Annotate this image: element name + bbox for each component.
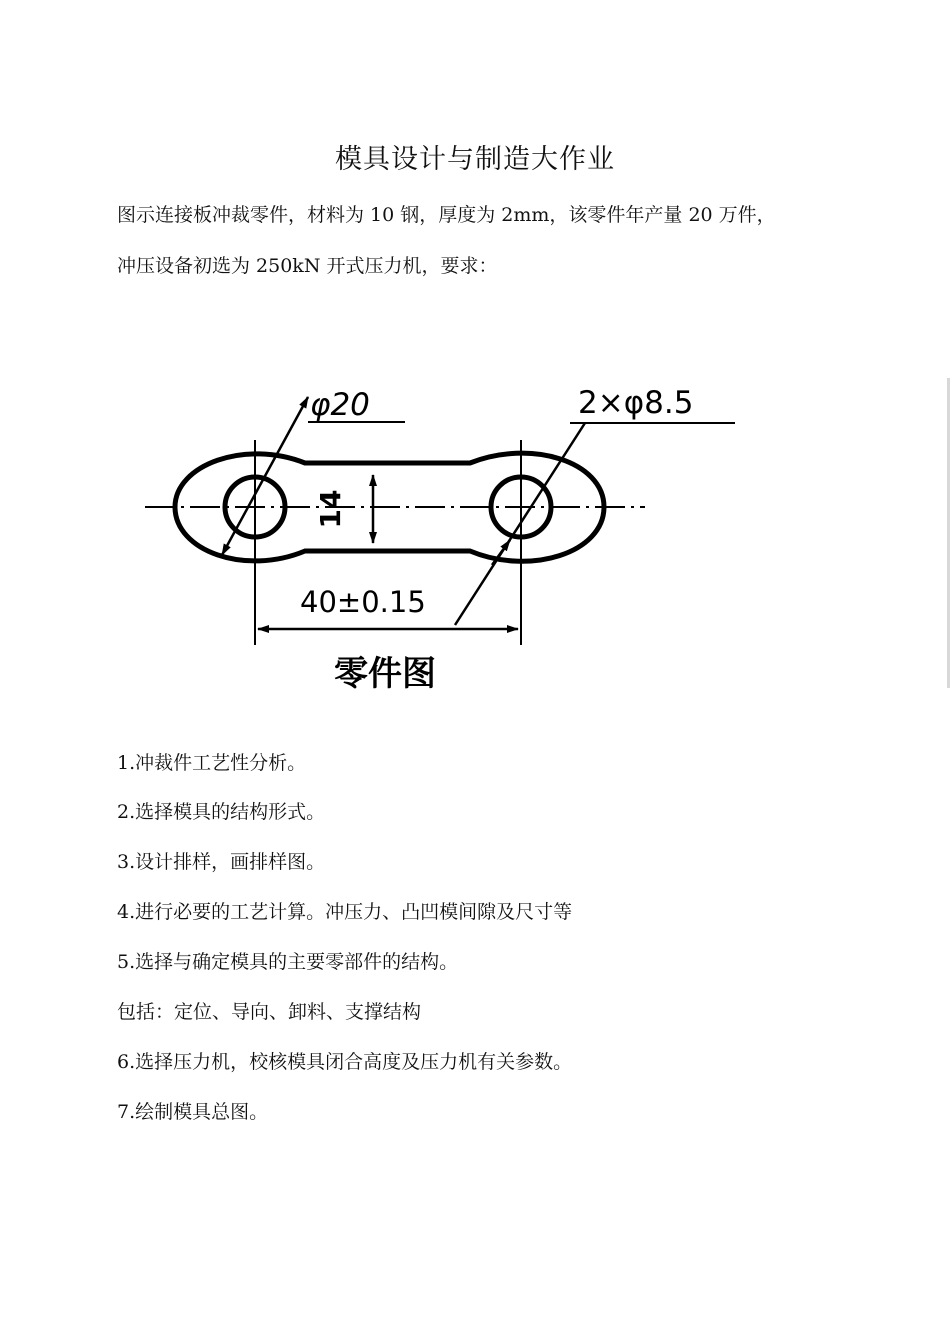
dim-width-text: 14 (314, 489, 347, 529)
requirement-item: 4.进行必要的工艺计算。冲压力、凸凹模间隙及尺寸等 (117, 901, 573, 923)
requirement-item: 6.选择压力机，校核模具闭合高度及压力机有关参数。 (117, 1051, 573, 1073)
part-drawing (130, 375, 750, 700)
dim-distance-text: 40±0.15 (300, 585, 426, 619)
intro-text-line-1: 图示连接板冲裁零件，材料为 10 钢，厚度为 2mm，该零件年产量 20 万件， (117, 204, 776, 226)
requirement-item: 包括：定位、导向、卸料、支撑结构 (117, 1001, 422, 1023)
requirement-item: 7.绘制模具总图。 (117, 1101, 269, 1123)
figure-caption: 零件图 (334, 654, 436, 694)
requirement-item: 2.选择模具的结构形式。 (117, 801, 326, 823)
requirement-item: 5.选择与确定模具的主要零部件的结构。 (117, 951, 459, 973)
dim-large-leader (222, 397, 308, 555)
requirement-item: 3.设计排样，画排样图。 (117, 851, 326, 873)
dim-large-text: φ20 (310, 387, 370, 423)
requirement-item: 1.冲裁件工艺性分析。 (117, 752, 307, 774)
intro-text-line-2: 冲压设备初选为 250kN 开式压力机，要求： (117, 255, 498, 277)
dim-small-text: 2×φ8.5 (578, 385, 694, 421)
page-title: 模具设计与制造大作业 (335, 144, 615, 175)
